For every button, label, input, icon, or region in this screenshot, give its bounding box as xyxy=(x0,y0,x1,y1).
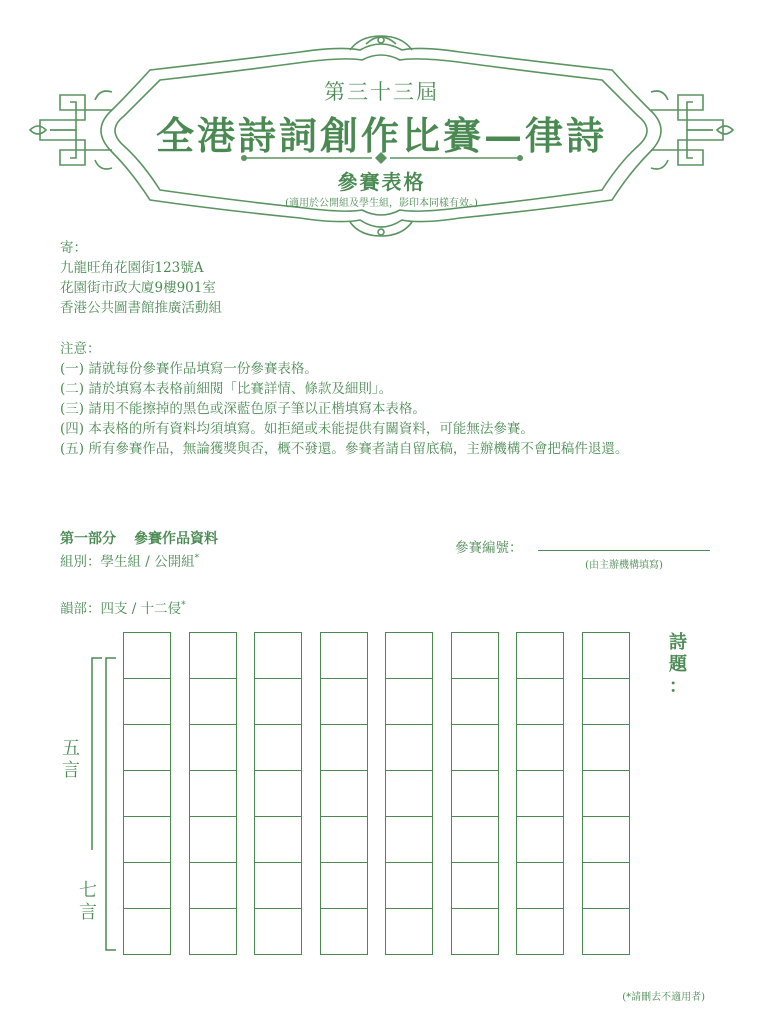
edition-label: 第三十三屆 xyxy=(324,80,439,104)
grid-column xyxy=(582,632,630,955)
grid-column xyxy=(189,632,237,955)
character-cell[interactable] xyxy=(254,678,302,724)
character-cell[interactable] xyxy=(189,816,237,862)
character-cell[interactable] xyxy=(189,678,237,724)
character-cell[interactable] xyxy=(582,724,630,770)
section-heading xyxy=(60,528,236,548)
notice-block xyxy=(60,339,628,459)
five-char-label: 五 言 xyxy=(62,738,80,781)
character-cell[interactable] xyxy=(254,632,302,678)
character-cell[interactable] xyxy=(451,816,499,862)
character-cell[interactable] xyxy=(516,816,564,862)
category-field[interactable] xyxy=(60,550,199,570)
character-cell[interactable] xyxy=(385,908,433,955)
character-cell[interactable] xyxy=(451,908,499,955)
poem-title-label: 詩 題 ： xyxy=(669,632,687,697)
grid-column xyxy=(254,632,302,955)
form-subtitle: 參賽表格 xyxy=(337,170,426,194)
notice-item-5: (五) 所有參賽作品，無論獲獎與否，概不發還。參賽者請自留底稿，主辦機構不會把稿件退還。 xyxy=(60,441,629,457)
character-cell[interactable] xyxy=(451,724,499,770)
character-cell[interactable] xyxy=(385,678,433,724)
character-cell[interactable] xyxy=(189,862,237,908)
character-cell[interactable] xyxy=(516,724,564,770)
entry-number-input-line[interactable] xyxy=(538,550,710,551)
character-cell[interactable] xyxy=(123,724,171,770)
character-cell[interactable] xyxy=(385,724,433,770)
address-line-3: 香港公共圖書館推廣活動組 xyxy=(60,300,222,316)
character-cell[interactable] xyxy=(582,678,630,724)
grid-column xyxy=(516,632,564,955)
character-cell[interactable] xyxy=(451,678,499,724)
character-cell[interactable] xyxy=(123,862,171,908)
character-cell[interactable] xyxy=(385,770,433,816)
footnote: (*請刪去不適用者) xyxy=(622,992,705,1003)
character-cell[interactable] xyxy=(123,770,171,816)
character-cell[interactable] xyxy=(582,908,630,955)
character-cell[interactable] xyxy=(516,632,564,678)
character-cell[interactable] xyxy=(254,862,302,908)
address-block xyxy=(60,238,222,318)
grid-column xyxy=(385,632,433,955)
rhyme-label: 韻部：四支 / 十二侵 xyxy=(60,601,182,617)
validity-note: (適用於公開組及學生組，影印本同樣有效。) xyxy=(285,198,478,209)
character-cell[interactable] xyxy=(582,770,630,816)
character-cell[interactable] xyxy=(516,862,564,908)
address-label: 寄： xyxy=(60,240,87,256)
character-cell[interactable] xyxy=(582,816,630,862)
notice-item-3: (三) 請用不能擦掉的黑色或深藍色原子筆以正楷填寫本表格。 xyxy=(60,401,426,417)
character-cell[interactable] xyxy=(385,632,433,678)
character-cell[interactable] xyxy=(254,724,302,770)
character-cell[interactable] xyxy=(451,862,499,908)
section-title: 參賽作品資料 xyxy=(134,531,218,547)
character-cell[interactable] xyxy=(582,862,630,908)
address-line-1: 九龍旺角花園街123號A xyxy=(60,260,204,276)
character-cell[interactable] xyxy=(254,816,302,862)
character-cell[interactable] xyxy=(254,770,302,816)
grid-column xyxy=(123,632,171,955)
notice-item-2: (二) 請於填寫本表格前細閱「比賽詳情、條款及細則」。 xyxy=(60,381,393,397)
grid-column xyxy=(320,632,368,955)
character-cell[interactable] xyxy=(516,678,564,724)
character-cell[interactable] xyxy=(123,678,171,724)
notice-item-1: (一) 請就每份參賽作品填寫一份參賽表格。 xyxy=(60,361,318,377)
section-part: 第一部分 xyxy=(60,531,116,547)
character-cell[interactable] xyxy=(123,816,171,862)
character-cell[interactable] xyxy=(189,770,237,816)
character-cell[interactable] xyxy=(451,770,499,816)
character-cell[interactable] xyxy=(123,908,171,955)
character-cell[interactable] xyxy=(123,632,171,678)
seven-char-label: 七 言 xyxy=(79,880,97,923)
character-cell[interactable] xyxy=(189,724,237,770)
character-cell[interactable] xyxy=(385,862,433,908)
entry-number-label: 參賽編號： xyxy=(455,540,523,556)
character-cell[interactable] xyxy=(320,678,368,724)
character-cell[interactable] xyxy=(320,862,368,908)
character-cell[interactable] xyxy=(320,908,368,955)
character-cell[interactable] xyxy=(451,632,499,678)
notice-item-4: (四) 本表格的所有資料均須填寫。如拒絕或未能提供有關資料，可能無法參賽。 xyxy=(60,421,534,437)
character-cell[interactable] xyxy=(582,632,630,678)
character-cell[interactable] xyxy=(385,816,433,862)
address-line-2: 花園街市政大廈9樓901室 xyxy=(60,280,216,296)
category-label: 組別：學生組 / 公開組 xyxy=(60,554,195,570)
rhyme-asterisk: * xyxy=(181,600,186,611)
category-asterisk: * xyxy=(194,553,200,564)
character-cell[interactable] xyxy=(254,908,302,955)
rhyme-field[interactable] xyxy=(60,597,186,617)
character-cell[interactable] xyxy=(320,724,368,770)
competition-title: 全港詩詞創作比賽—律詩 xyxy=(155,113,607,158)
character-cell[interactable] xyxy=(516,770,564,816)
character-cell[interactable] xyxy=(189,632,237,678)
character-cell[interactable] xyxy=(320,816,368,862)
entry-number-note: (由主辦機構填寫) xyxy=(585,560,663,571)
character-cell[interactable] xyxy=(516,908,564,955)
character-cell[interactable] xyxy=(189,908,237,955)
grid-column xyxy=(451,632,499,955)
character-cell[interactable] xyxy=(320,632,368,678)
notice-label: 注意： xyxy=(60,341,101,357)
character-cell[interactable] xyxy=(320,770,368,816)
